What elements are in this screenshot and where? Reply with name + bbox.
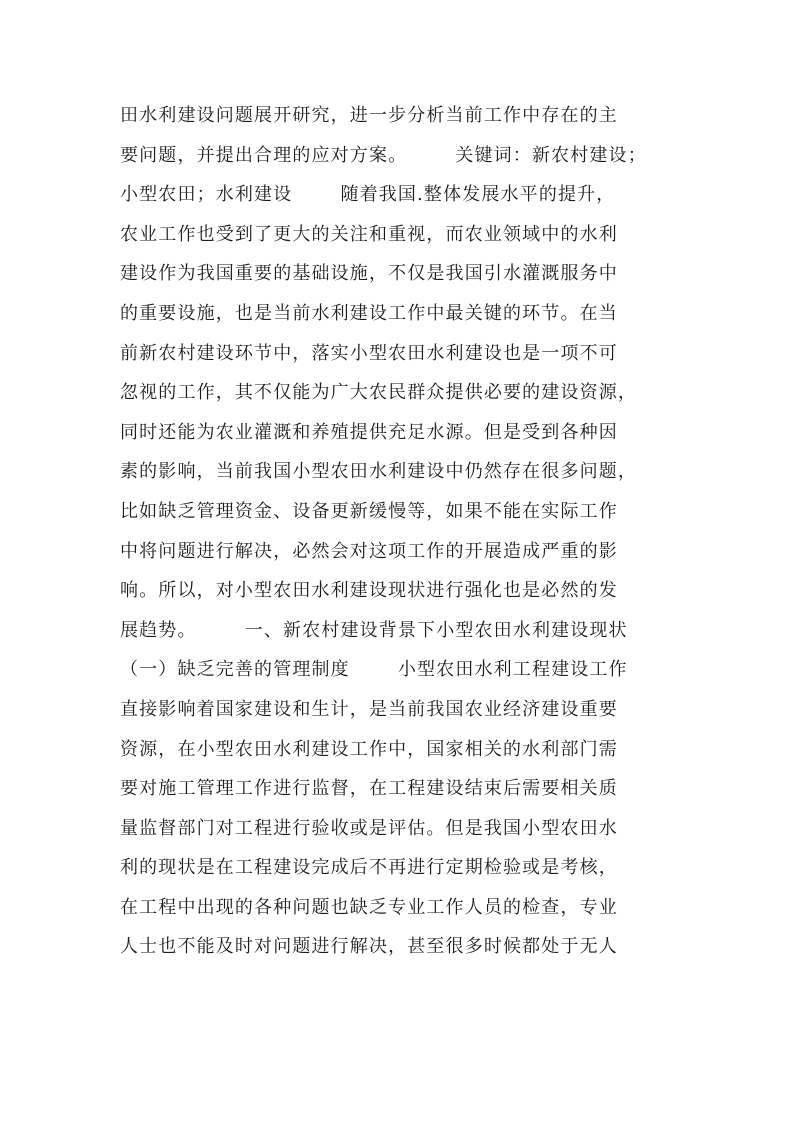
text-line: 同时还能为农业灌溉和养殖提供充足水源。但是受到各种因 — [120, 421, 618, 443]
text-line: 直接影响着国家建设和生计，是当前我国农业经济建设重要 — [120, 698, 618, 720]
text-line: 展趋势。 一、新农村建设背景下小型农田水利建设现状 — [120, 619, 628, 641]
text-line: 建设作为我国重要的基础设施，不仅是我国引水灌溉服务中 — [120, 263, 618, 285]
text-line: 在工程中出现的各种问题也缺乏专业工作人员的检查，专业 — [120, 896, 618, 918]
text-line: 的重要设施，也是当前水利建设工作中最关键的环节。在当 — [120, 302, 618, 324]
text-line: （一）缺乏完善的管理制度 小型农田水利工程建设工作 — [120, 659, 628, 681]
text-line: 忽视的工作，其不仅能为广大农民群众提供必要的建设资源， — [120, 382, 638, 404]
text-line: 量监督部门对工程进行验收或是评估。但是我国小型农田水 — [120, 817, 618, 839]
text-line: 响。所以，对小型农田水利建设现状进行强化也是必然的发 — [120, 580, 618, 602]
text-line: 要问题，并提出合理的应对方案。 关键词：新农村建设； — [120, 144, 647, 166]
text-line: 人士也不能及时对问题进行解决，甚至很多时候都处于无人 — [120, 936, 618, 958]
text-line: 利的现状是在工程建设完成后不再进行定期检验或是考核， — [120, 857, 618, 879]
text-line: 比如缺乏管理资金、设备更新缓慢等，如果不能在实际工作 — [120, 500, 618, 522]
text-line: 中将问题进行解决，必然会对这项工作的开展造成严重的影 — [120, 540, 618, 562]
text-line: 农业工作也受到了更大的关注和重视，而农业领域中的水利 — [120, 223, 618, 245]
text-line: 要对施工管理工作进行监督，在工程建设结束后需要相关质 — [120, 778, 618, 800]
text-line: 前新农村建设环节中，落实小型农田水利建设也是一项不可 — [120, 342, 618, 364]
text-line: 小型农田；水利建设 随着我国.整体发展水平的提升， — [120, 184, 616, 206]
body-paragraph — [120, 96, 688, 967]
text-line: 田水利建设问题展开研究，进一步分析当前工作中存在的主 — [120, 105, 618, 126]
text-line: 资源，在小型农田水利建设工作中，国家相关的水利部门需 — [120, 738, 618, 760]
text-line: 素的影响，当前我国小型农田水利建设中仍然存在很多问题， — [120, 461, 638, 483]
